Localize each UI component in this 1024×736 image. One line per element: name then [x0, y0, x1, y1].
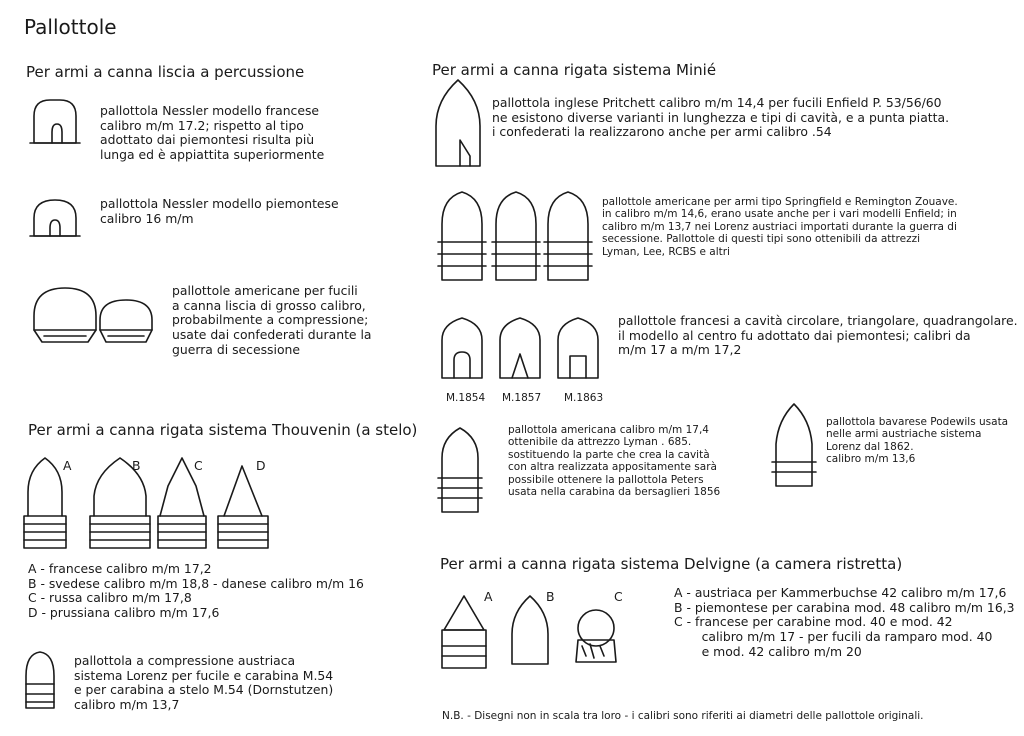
footnote: N.B. - Disegni non in scala tra loro - i calibri sono riferiti ai diametri delle pallottole originali. [442, 710, 924, 722]
smooth-text-1: pallottola Nessler modello francese calibro m/m 17.2; rispetto al tipo adottato dai piemontesi risulta più lunga ed è appiattita superiormente [100, 103, 325, 162]
delvigne-letter-b: B [546, 589, 555, 604]
thouvenin-letter-b: B [132, 458, 141, 473]
model-1863: M.1863 [564, 392, 604, 404]
heading-smooth: Per armi a canna liscia a percussione [26, 63, 305, 81]
heading-delvigne: Per armi a canna rigata sistema Delvigne (a camera ristretta) [440, 555, 903, 573]
heading-thouvenin: Per armi a canna rigata sistema Thouvenin (a stelo) [28, 421, 418, 439]
thouvenin-drawings [24, 458, 268, 548]
lyman-685-drawing [438, 428, 482, 512]
nessler-piedmont-drawing [30, 200, 80, 236]
lorenz-compression-drawing [26, 652, 54, 708]
model-1857: M.1857 [502, 392, 542, 404]
thouvenin-letter-d: D [256, 458, 266, 473]
model-1854: M.1854 [446, 392, 486, 404]
delvigne-drawings [442, 596, 616, 668]
french-minie-drawings [442, 318, 598, 378]
delvigne-letter-c: C [614, 589, 623, 604]
smooth-text-3: pallottole americane per fucili a canna liscia di grosso calibro, probabilmente a compressione; usate dai confederati durante la guerra di secessione [172, 283, 372, 357]
smooth-text-2: pallottola Nessler modello piemontese calibro 16 m/m [100, 196, 339, 226]
nessler-french-drawing [30, 100, 80, 143]
page-title: Pallottole [24, 15, 117, 39]
heading-minie: Per armi a canna rigata sistema Minié [432, 61, 717, 79]
pritchett-text: pallottola inglese Pritchett calibro m/m 14,4 per fucili Enfield P. 53/56/60 ne esistono diverse varianti in lunghezza e tipi di cavità, e a punta piatta. i confederati la realizzarono anche per armi calibro .54 [492, 95, 950, 140]
lyman-text: pallottola americana calibro m/m 17,4 ottenibile da attrezzo Lyman . 685. sostituendo la parte che crea la cavità con altra realizzata appositamente sarà possibile ottenere la pallottola Peters usata nella carabina da bersaglieri 1856 [508, 424, 721, 498]
pritchett-drawing [436, 80, 480, 166]
podewils-text: pallottola bavarese Podewils usata nelle armi austriache sistema Lorenz dal 1862. calibro m/m 13,6 [826, 416, 1009, 466]
springfield-drawings [438, 192, 592, 280]
thouvenin-legend: A - francese calibro m/m 17,2 B - svedese calibro m/m 18,8 - danese calibro m/m 16 C - russa calibro m/m 17,8 D - prussiana calibro m/m 17,6 [28, 561, 364, 620]
french-minie-text: pallottole francesi a cavità circolare, triangolare, quadrangolare. il modello al centro fu adottato dai piemontesi; calibri da m/m 17 a m/m 17,2 [618, 313, 1018, 358]
delvigne-legend: A - austriaca per Kammerbuchse 42 calibro m/m 17,6 B - piemontese per carabina mod. 48 calibro m/m 16,3 C - francese per carabine mod. 40 e mod. 42 calibro m/m 17 - per fucili da ramparo mod. 40 e mod. 42 calibro m/m 20 [674, 585, 1015, 659]
thouvenin-letter-c: C [194, 458, 203, 473]
lorenz-compression-text: pallottola a compressione austriaca sistema Lorenz per fucile e carabina M.54 e per carabina a stelo M.54 (Dornstutzen) calibro m/m 13,7 [74, 653, 334, 712]
thouvenin-letter-a: A [63, 458, 72, 473]
podewils-drawing [772, 404, 816, 486]
american-smoothbore-drawing [34, 288, 152, 342]
delvigne-letter-a: A [484, 589, 493, 604]
springfield-text: pallottole americane per armi tipo Springfield e Remington Zouave. in calibro m/m 14,6, erano usate anche per i vari modelli Enfield; in calibro m/m 13,7 nei Lorenz austriaci importati durante la guerra di secessione. Pallottole di questi tipi sono ottenibili da attrezzi Lyman, Lee, RCBS e altri [602, 196, 958, 258]
